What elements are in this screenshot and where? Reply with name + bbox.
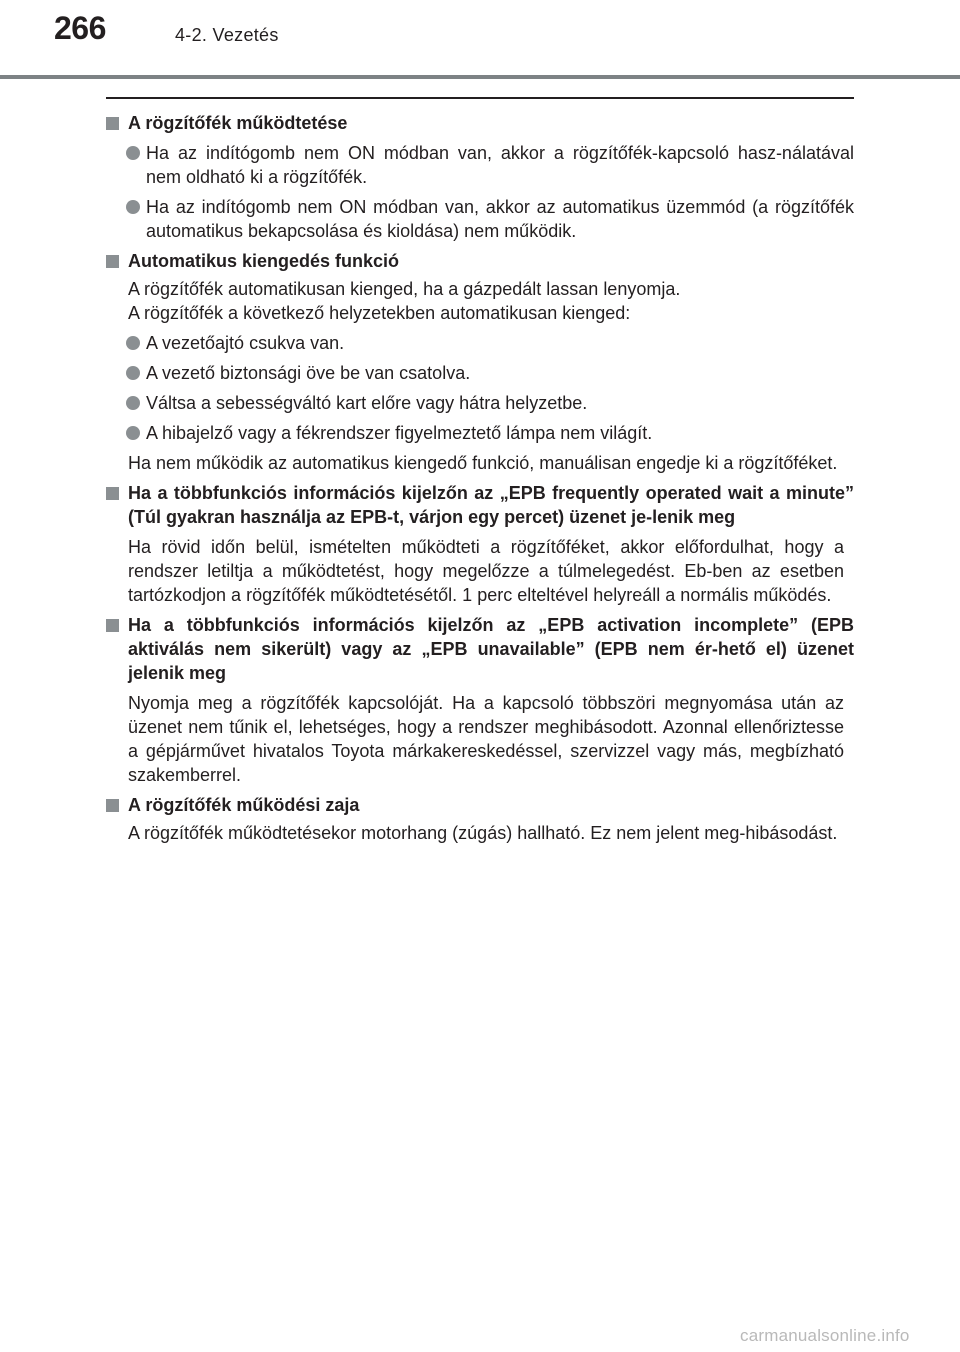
section-heading bbox=[106, 111, 854, 135]
circle-bullet-icon bbox=[126, 200, 140, 214]
page-number: 266 bbox=[54, 10, 106, 46]
list-item bbox=[106, 141, 854, 189]
list-item bbox=[106, 421, 854, 445]
section-epb-activation-incomplete bbox=[106, 613, 854, 787]
heading-text: A rögzítőfék működtetése bbox=[128, 113, 348, 133]
list-item-text: A vezetőajtó csukva van. bbox=[146, 333, 345, 353]
square-bullet-icon bbox=[106, 117, 119, 130]
list-item bbox=[106, 391, 854, 415]
section-automatic-release bbox=[106, 249, 854, 475]
paragraph: A rögzítőfék a következő helyzetekben automatikusan kienged: bbox=[128, 303, 631, 323]
section-operating-noise bbox=[106, 793, 854, 845]
circle-bullet-icon bbox=[126, 426, 140, 440]
section-heading bbox=[106, 793, 854, 817]
section-epb-frequently-operated bbox=[106, 481, 854, 607]
heading-text: Ha a többfunkciós információs kijelzőn az „EPB activation incomplete” (EPB aktiválás nem sikerült) vagy az „EPB unavailable” (EPB nem ér-hető el) üzenet jelenik meg bbox=[128, 615, 854, 683]
list-item-text: Ha az indítógomb nem ON módban van, akkor a rögzítőfék-kapcsoló hasz-nálatával nem oldható ki a rögzítőfék. bbox=[146, 143, 854, 187]
square-bullet-icon bbox=[106, 255, 119, 268]
circle-bullet-icon bbox=[126, 366, 140, 380]
circle-bullet-icon bbox=[126, 396, 140, 410]
section-heading bbox=[106, 613, 854, 685]
heading-text: Ha a többfunkciós információs kijelzőn az „EPB frequently operated wait a minute” (Túl gyakran használja az EPB-t, várjon egy percet) üzenet je-lenik meg bbox=[128, 483, 854, 527]
list-item-text: A vezető biztonsági öve be van csatolva. bbox=[146, 363, 471, 383]
section-heading bbox=[106, 249, 854, 273]
heading-text: Automatikus kiengedés funkció bbox=[128, 251, 400, 271]
paragraph: Ha rövid időn belül, ismételten működteti a rögzítőféket, akkor előfordulhat, hogy a rendszer letiltja a működtetést, hogy megelőzze a túlmelegedést. Eb-ben az esetben tartózkodjon a rögzítőfék működtetésétől. 1 perc elteltével helyreáll a normális működés. bbox=[128, 537, 844, 605]
list-item-text: Váltsa a sebességváltó kart előre vagy hátra helyzetbe. bbox=[146, 393, 588, 413]
paragraph: Nyomja meg a rögzítőfék kapcsolóját. Ha a kapcsoló többszöri megnyomása után az üzenet nem tűnik el, lehetséges, hogy a rendszer meghibásodott. Azonnal ellenőriztesse a gépjárművet hivatalos Toyota márkakereskedéssel, szervizzel vagy más, megbízható szakemberrel. bbox=[128, 693, 844, 785]
watermark: carmanualsonline.info bbox=[740, 1326, 910, 1345]
list-item-text: Ha az indítógomb nem ON módban van, akkor az automatikus üzemmód (a rögzítőfék automatikus bekapcsolása és kioldása) nem működik. bbox=[146, 197, 854, 241]
section-parking-brake-operation bbox=[106, 111, 854, 243]
list-item bbox=[106, 331, 854, 355]
list-item-text: A hibajelző vagy a fékrendszer figyelmeztető lámpa nem világít. bbox=[146, 423, 653, 443]
heading-text: A rögzítőfék működési zaja bbox=[128, 795, 360, 815]
section-heading bbox=[106, 481, 854, 529]
paragraph: Ha nem működik az automatikus kiengedő funkció, manuálisan engedje ki a rögzítőféket. bbox=[128, 453, 838, 473]
header-bar bbox=[0, 75, 960, 79]
section-rule bbox=[106, 97, 854, 99]
list-item bbox=[106, 195, 854, 243]
circle-bullet-icon bbox=[126, 146, 140, 160]
square-bullet-icon bbox=[106, 799, 119, 812]
section-title: 4-2. Vezetés bbox=[175, 25, 279, 45]
list-item bbox=[106, 361, 854, 385]
page-content bbox=[106, 107, 854, 845]
paragraph: A rögzítőfék automatikusan kienged, ha a gázpedált lassan lenyomja. bbox=[128, 279, 681, 299]
square-bullet-icon bbox=[106, 619, 119, 632]
circle-bullet-icon bbox=[126, 336, 140, 350]
square-bullet-icon bbox=[106, 487, 119, 500]
paragraph: A rögzítőfék működtetésekor motorhang (zúgás) hallható. Ez nem jelent meg-hibásodást. bbox=[128, 823, 838, 843]
